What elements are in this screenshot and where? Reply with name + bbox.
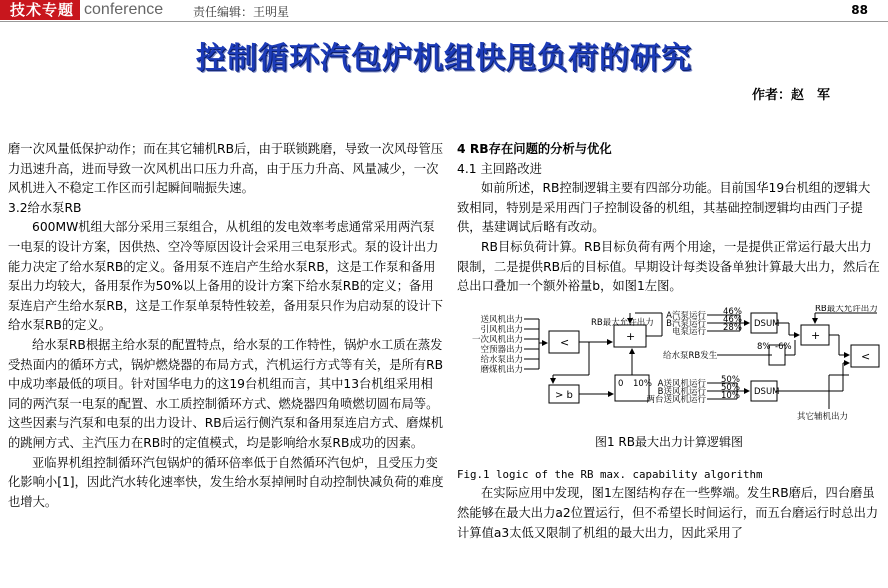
- input-label: 其它辅机出力: [797, 411, 849, 422]
- paragraph: 600MW机组大部分采用三泵组合，从机组的发电效率考虑通常采用两汽泵一电泵的设计方案，因供热、空冷等原因设计会采用三电泵形式。泵的设计出力能力决定了给水泵RB的定义。备用泵不连启产生给水泵RB，这是工作泵和备用泵出力均较大，备用泵作为50%以上备用的设计方案下给水泵RB的定义；备用泵连启产生给水泵RB，这是工作泵单泵特性较差，备用泵只作为启动泵的设计下给水泵RB的定义。: [8, 220, 444, 333]
- article-title: 控制循环汽包炉机组快甩负荷的研究: [196, 41, 692, 76]
- header-rule: [0, 21, 888, 22]
- figure-caption-cn: 图1 RB最大出力计算逻辑图: [594, 434, 744, 449]
- sum-block: +: [811, 328, 821, 342]
- brand-en: conference: [84, 1, 164, 18]
- input-label: 磨煤机出力: [480, 364, 523, 375]
- subsection-heading: 4.1 主回路改进: [457, 161, 542, 176]
- figure-1: [457, 305, 881, 457]
- weight-label: 28%: [723, 322, 742, 333]
- brand-cn: 技术专题: [0, 0, 80, 20]
- page-number: 88: [851, 3, 868, 17]
- paragraph: 如前所述，RB控制逻辑主要有四部分功能。目前国华19台机组的逻辑大致相同，特别是采用西门子控制设备的机组，其基础控制逻辑均由西门子提供，基建调试后略有改动。: [457, 181, 871, 235]
- right-column: [457, 140, 881, 543]
- paragraph: 磨一次风量低保护动作；而在其它辅机RB后，由于联锁跳磨，导致一次风母管压力迅速升高，进而导致一次风机出口压力升高，由于压力升高、风量减少，一次风机进入不稳定工作区而引起瞬间喘振失速。: [8, 142, 444, 196]
- input-label: A汽泵运行: [666, 310, 706, 321]
- subsection-heading: 3.2给水泵RB: [8, 200, 82, 215]
- input-label: B送风机运行: [657, 386, 706, 397]
- weight-label: 46%: [723, 306, 742, 317]
- min-block: <: [560, 335, 570, 349]
- input-label: 给水泵出力: [480, 354, 523, 365]
- column-brand: [0, 0, 163, 20]
- input-label: B汽泵运行: [666, 318, 706, 329]
- input-label: A送风机运行: [657, 378, 706, 389]
- input-label: 送风机出力: [480, 314, 523, 325]
- output-label: RB最大允许出力: [815, 304, 878, 314]
- weight-label: 46%: [723, 314, 742, 325]
- paragraph: 给水泵RB根据主给水泵的配置特点，给水泵的工作特性，锅炉水工质在蒸发受热面内的循环方式，锅炉燃烧器的布局方式，汽机运行方式等有关，是所有RB中成功率最低的项目。针对国华电力的这19台机组而言，其中13台机组采用相同的两汽泵一电泵的配置、水工质控制循环方式、燃烧器四角喷燃切圆布局等。这些因素与汽泵和电泵的出力设计、RB后运行侧汽泵和备用泵连启方式、磨煤机的跳闸方式、主汽压力在RB时的定值模式，均是影响给水泵RB成功的因素。: [8, 337, 444, 450]
- compare-block: > b: [555, 389, 573, 401]
- limit-high: 10%: [633, 378, 652, 389]
- paragraph: 在实际应用中发现，图1左图结构存在一些弊端。发生RB磨后，四台磨虽然能够在最大出力a2位置运行，但不希望长时间运行，而五台磨运行时总出力计算值a3太低又限制了机组的最大出力，因此采用了: [457, 486, 879, 540]
- input-label: 一次风机出力: [471, 334, 523, 345]
- output-label: RB最大允许出力: [591, 317, 654, 328]
- figure-caption-en: Fig.1 logic of the RB max. capability algorithm: [457, 467, 763, 481]
- input-label: 空预器出力: [480, 344, 523, 355]
- input-label: 两台送风机运行: [646, 394, 706, 405]
- input-label: 引风机出力: [480, 324, 523, 335]
- dsum-block: DSUM: [754, 318, 780, 329]
- limit-low: 0: [618, 378, 624, 389]
- weight-label: 50%: [721, 382, 740, 393]
- select-label: -6%: [775, 341, 792, 352]
- weight-label: 10%: [721, 390, 740, 401]
- dsum-block: DSUM: [754, 386, 780, 397]
- weight-label: 50%: [721, 374, 740, 385]
- sum-block: +: [626, 329, 636, 343]
- min-block: <: [861, 349, 871, 363]
- paragraph: 亚临界机组控制循环汽包锅炉的循环倍率低于自然循环汽包炉，且受压力变化影响小[1]，因此汽水转化速率快，发生给水泵掉闸时自动控制快减负荷的难度也增大。: [8, 455, 444, 509]
- editor-line: 责任编辑：王明星: [193, 5, 290, 19]
- input-label: 电泵运行: [671, 326, 706, 337]
- author-line: 作者：赵 军: [751, 88, 830, 103]
- paragraph: RB目标负荷计算。RB目标负荷有两个用途，一是提供正常运行最大出力限制，二是提供RB后的目标值。早期设计每类设备单独计算最大出力，然后在总出口叠加一个额外裕量b，如图1左图。: [457, 239, 880, 294]
- section-heading: 4 RB存在问题的分析与优化: [457, 142, 612, 156]
- select-label: 8%: [757, 341, 771, 352]
- input-label: 给水泵RB发生: [663, 350, 718, 361]
- left-column: [8, 140, 444, 512]
- page-header: [0, 0, 888, 22]
